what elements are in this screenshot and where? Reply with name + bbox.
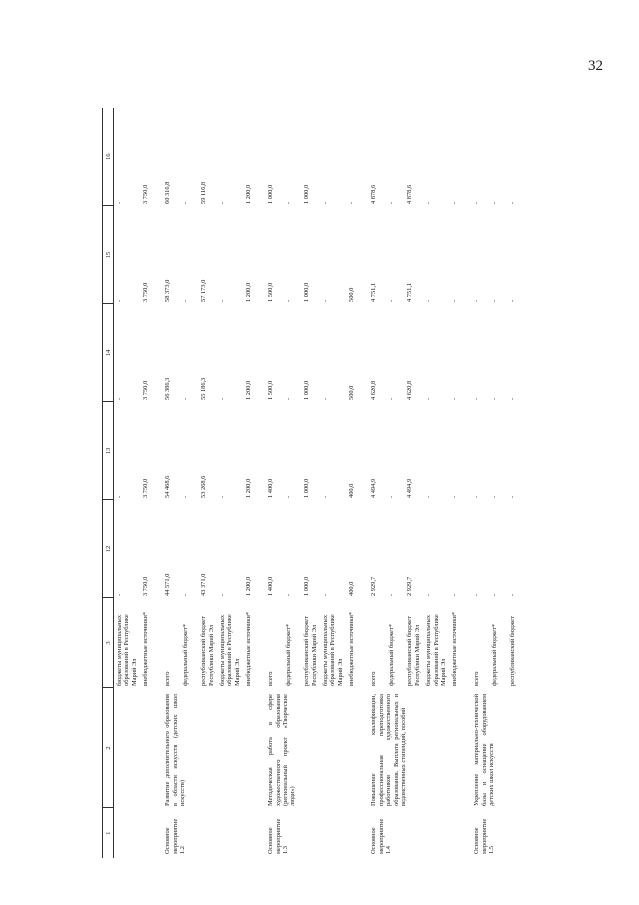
amount-cell: 1 000,0: [303, 576, 311, 596]
amount-cell: 1 000,0: [267, 184, 275, 204]
funding-source: бюджеты муниципальных образований в Республике Марий Эл: [219, 614, 241, 686]
amount-cell: 500,0: [348, 385, 356, 400]
funding-source: республиканский бюджет Республики Марий Эл: [200, 616, 215, 686]
amount-cell: -: [473, 397, 481, 400]
funding-source: внебюджетные источники*: [348, 611, 356, 686]
amount-cell: 4 620,8: [370, 380, 378, 400]
activity-name: Укрепление материально-технической базы и оснащение оборудованием детских школ искусств: [473, 694, 496, 806]
amount-cell: -: [116, 593, 123, 596]
table-row: [467, 108, 489, 858]
activity-code: Основное мероприятие 1.4: [370, 818, 393, 854]
amount-cell: 3 750,0: [142, 184, 150, 204]
amount-cell: 1 000,0: [303, 478, 311, 498]
amount-cell: 55 186,3: [200, 377, 208, 400]
amount-cell: 57 173,0: [200, 279, 208, 302]
activity-name: Методическая работа в сфере художественного образования (региональный проект «Творческие люди»): [267, 694, 297, 806]
amount-cell: -: [348, 201, 356, 204]
amount-cell: 44 571,0: [164, 573, 172, 596]
amount-cell: 4 751,1: [370, 282, 378, 302]
amount-cell: -: [322, 201, 330, 204]
amount-cell: -: [473, 495, 481, 498]
header-cell: 1: [103, 808, 114, 858]
amount-cell: -: [285, 397, 293, 400]
amount-cell: 58 373,0: [164, 279, 172, 302]
amount-cell: 1 200,0: [245, 576, 253, 596]
amount-cell: -: [509, 495, 517, 498]
header-cell: 14: [103, 304, 114, 402]
amount-cell: -: [491, 397, 499, 400]
financing-table: [102, 108, 525, 858]
amount-cell: -: [451, 593, 459, 596]
amount-cell: -: [425, 495, 433, 498]
funding-source: республиканский бюджет Республики Марий Эл: [406, 616, 421, 686]
amount-cell: 43 371,0: [200, 573, 208, 596]
amount-cell: 4 878,6: [406, 184, 414, 204]
amount-cell: 4 494,9: [406, 478, 414, 498]
amount-cell: -: [116, 299, 123, 302]
amount-cell: 1 200,0: [245, 184, 253, 204]
amount-cell: -: [388, 593, 396, 596]
header-cell: 16: [103, 108, 114, 206]
amount-cell: 400,0: [348, 483, 356, 498]
amount-cell: 1 000,0: [303, 184, 311, 204]
amount-cell: 3 750,0: [142, 576, 150, 596]
amount-cell: -: [388, 201, 396, 204]
amount-cell: -: [182, 201, 190, 204]
header-cell: 13: [103, 402, 114, 500]
amount-cell: -: [285, 201, 293, 204]
amount-cell: 4 751,1: [406, 282, 414, 302]
amount-cell: 4 494,9: [370, 478, 378, 498]
amount-cell: -: [473, 299, 481, 302]
amount-cell: 2 929,7: [406, 576, 414, 596]
amount-cell: 59 116,8: [200, 181, 208, 204]
activity-name: [114, 688, 159, 808]
amount-cell: -: [509, 299, 517, 302]
header-cell: 2: [103, 688, 114, 808]
amount-cell: -: [451, 201, 459, 204]
amount-cell: 500,0: [348, 287, 356, 302]
amount-cell: -: [491, 201, 499, 204]
amount-cell: -: [285, 593, 293, 596]
activity-code: Основное мероприятие 1.2: [164, 818, 187, 854]
amount-cell: -: [219, 201, 227, 204]
amount-cell: 60 316,8: [164, 181, 172, 204]
amount-cell: -: [509, 201, 517, 204]
amount-cell: 1 400,0: [267, 478, 275, 498]
amount-cell: -: [425, 201, 433, 204]
amount-cell: 3 750,0: [142, 282, 150, 302]
funding-source: республиканский бюджет: [509, 616, 517, 686]
amount-cell: -: [322, 495, 330, 498]
amount-cell: -: [219, 593, 227, 596]
funding-source: федеральный бюджет*: [285, 623, 293, 686]
table-row: [261, 108, 283, 858]
amount-cell: 1 500,0: [267, 380, 275, 400]
amount-cell: -: [388, 495, 396, 498]
funding-source: внебюджетные источники*: [245, 611, 253, 686]
funding-source: всего: [473, 671, 481, 686]
amount-cell: 400,0: [348, 581, 356, 596]
amount-cell: -: [285, 299, 293, 302]
activity-name: Повышение квалификации, профессиональная переподготовка работников художественного образования. Выплата региональных и ведомственных стипендий, пособий: [370, 694, 407, 806]
funding-source: всего: [164, 671, 172, 686]
amount-cell: -: [425, 299, 433, 302]
amount-cell: 2 929,7: [370, 576, 378, 596]
amount-cell: -: [509, 593, 517, 596]
amount-cell: -: [473, 593, 481, 596]
funding-source: федеральный бюджет*: [388, 623, 396, 686]
amount-cell: -: [219, 495, 227, 498]
amount-cell: -: [219, 299, 227, 302]
amount-cell: -: [473, 201, 481, 204]
funding-source: внебюджетные источники*: [451, 611, 459, 686]
amount-cell: -: [451, 495, 459, 498]
table-row: [364, 108, 386, 858]
amount-cell: 1 000,0: [303, 380, 311, 400]
funding-source: внебюджетные источники*: [142, 611, 150, 686]
header-cell: 15: [103, 206, 114, 304]
amount-cell: -: [451, 397, 459, 400]
amount-cell: -: [388, 397, 396, 400]
table-header-row: [103, 108, 114, 858]
table-body: [114, 108, 526, 858]
amount-cell: 54 468,6: [164, 475, 172, 498]
amount-cell: -: [322, 593, 330, 596]
amount-cell: -: [388, 299, 396, 302]
funding-source: республиканский бюджет Республики Марий Эл: [303, 616, 318, 686]
amount-cell: 53 268,6: [200, 475, 208, 498]
amount-cell: -: [182, 397, 190, 400]
funding-source: бюджеты муниципальных образований в Республике Марий Эл: [322, 614, 344, 686]
header-cell: 12: [103, 500, 114, 598]
activity-code: [114, 808, 159, 858]
amount-cell: 4 620,8: [406, 380, 414, 400]
funding-source: бюджеты муниципальных образований в Республике Марий Эл: [116, 614, 138, 686]
amount-cell: 56 386,3: [164, 377, 172, 400]
header-cell: 3: [103, 598, 114, 688]
table-row: [114, 108, 141, 858]
amount-cell: 3 750,0: [142, 478, 150, 498]
amount-cell: -: [219, 397, 227, 400]
amount-cell: -: [322, 397, 330, 400]
amount-cell: 1 400,0: [267, 576, 275, 596]
funding-source: федеральный бюджет*: [491, 623, 499, 686]
amount-cell: 1 200,0: [245, 282, 253, 302]
amount-cell: 4 878,6: [370, 184, 378, 204]
amount-cell: -: [491, 593, 499, 596]
page-number: 32: [588, 58, 603, 74]
funding-source: всего: [370, 671, 378, 686]
amount-cell: 1 500,0: [267, 282, 275, 302]
amount-cell: -: [116, 201, 123, 204]
amount-cell: 1 000,0: [303, 282, 311, 302]
funding-source: федеральный бюджет*: [182, 623, 190, 686]
activity-code: Основное мероприятие 1.5: [473, 818, 496, 854]
amount-cell: -: [425, 593, 433, 596]
activity-name: Развитие дополнительного образования в области искусств (детских школ искусств): [164, 694, 187, 806]
amount-cell: 1 200,0: [245, 380, 253, 400]
activity-code: Основное мероприятие 1.3: [267, 818, 290, 854]
amount-cell: -: [509, 397, 517, 400]
amount-cell: 3 750,0: [142, 380, 150, 400]
funding-source: бюджеты муниципальных образований в Республике Марий Эл: [425, 614, 447, 686]
amount-cell: -: [182, 593, 190, 596]
amount-cell: -: [322, 299, 330, 302]
amount-cell: -: [182, 299, 190, 302]
amount-cell: -: [491, 299, 499, 302]
amount-cell: -: [285, 495, 293, 498]
amount-cell: -: [491, 495, 499, 498]
funding-source: всего: [267, 671, 275, 686]
amount-cell: 1 200,0: [245, 478, 253, 498]
amount-cell: -: [425, 397, 433, 400]
amount-cell: -: [182, 495, 190, 498]
amount-cell: -: [116, 495, 123, 498]
amount-cell: -: [116, 397, 123, 400]
amount-cell: -: [451, 299, 459, 302]
table-row: [158, 108, 180, 858]
rotated-table-container: [102, 108, 522, 858]
